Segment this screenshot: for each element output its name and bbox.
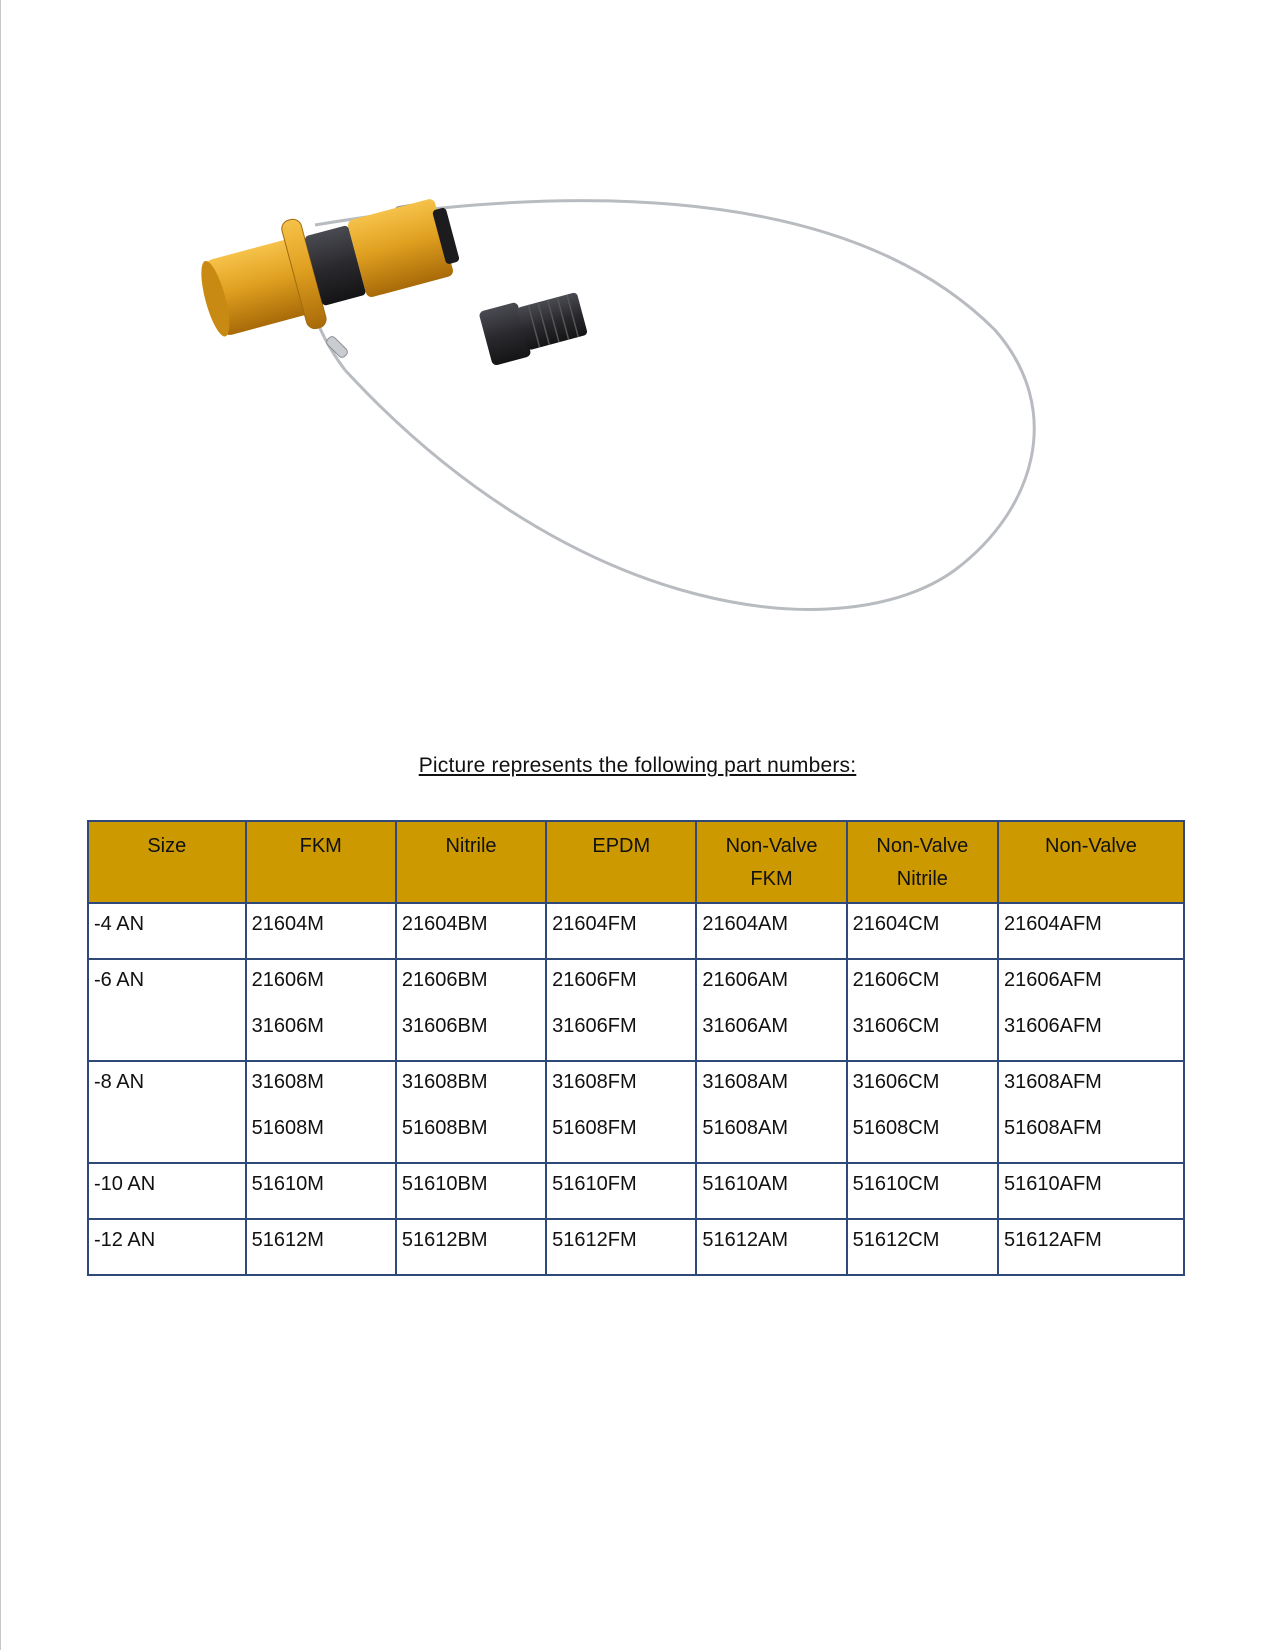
part-cell: 51610M — [246, 1163, 396, 1219]
part-cell: 51612CM — [847, 1219, 998, 1275]
size-cell: -12 AN — [88, 1219, 246, 1275]
part-cell: 21606FM 31606FM — [546, 959, 696, 1061]
part-cell: 21604AFM — [998, 903, 1184, 959]
part-cell: 51612BM — [396, 1219, 546, 1275]
part-cell: 51610FM — [546, 1163, 696, 1219]
table-row — [88, 959, 1184, 1061]
table-row — [88, 1061, 1184, 1163]
table-row — [88, 903, 1184, 959]
header-non-valve-nitrile: Non-Valve Nitrile — [847, 821, 998, 903]
part-cell: 51612FM — [546, 1219, 696, 1275]
part-cell: 21606AM 31606AM — [696, 959, 846, 1061]
page-edge — [0, 0, 1, 1650]
part-cell: 21604AM — [696, 903, 846, 959]
part-cell: 21604BM — [396, 903, 546, 959]
table-caption: Picture represents the following part numbers: — [418, 754, 857, 777]
part-cell: 31608AM 51608AM — [696, 1061, 846, 1163]
size-cell: -4 AN — [88, 903, 246, 959]
part-cell: 21604FM — [546, 903, 696, 959]
part-cell: 31608BM 51608BM — [396, 1061, 546, 1163]
size-cell: -8 AN — [88, 1061, 246, 1163]
part-cell: 31608FM 51608FM — [546, 1061, 696, 1163]
an-adapter-thread — [517, 292, 588, 351]
header-non-valve: Non-Valve — [998, 821, 1184, 903]
product-photo — [195, 180, 1095, 660]
part-cell: 21604M — [246, 903, 396, 959]
size-cell: -10 AN — [88, 1163, 246, 1219]
header-epdm: EPDM — [546, 821, 696, 903]
table-row — [88, 1163, 1184, 1219]
part-cell: 21606M 31606M — [246, 959, 396, 1061]
part-cell: 31608AFM 51608AFM — [998, 1061, 1184, 1163]
part-cell: 51610CM — [847, 1163, 998, 1219]
part-cell: 51612AM — [696, 1219, 846, 1275]
table-header-row — [88, 821, 1184, 903]
part-cell: 21606CM 31606CM — [847, 959, 998, 1061]
part-cell: 31608M 51608M — [246, 1061, 396, 1163]
header-nitrile: Nitrile — [396, 821, 546, 903]
header-fkm: FKM — [246, 821, 396, 903]
part-cell: 51612M — [246, 1219, 396, 1275]
header-non-valve-fkm: Non-Valve FKM — [696, 821, 846, 903]
part-cell: 51612AFM — [998, 1219, 1184, 1275]
part-cell: 51610AFM — [998, 1163, 1184, 1219]
part-cell: 21606AFM 31606AFM — [998, 959, 1184, 1061]
table-row — [88, 1219, 1184, 1275]
part-cell: 31606CM 51608CM — [847, 1061, 998, 1163]
header-size: Size — [88, 821, 246, 903]
size-cell: -6 AN — [88, 959, 246, 1061]
part-cell: 21604CM — [847, 903, 998, 959]
part-cell: 21606BM 31606BM — [396, 959, 546, 1061]
part-cell: 51610BM — [396, 1163, 546, 1219]
part-numbers-table — [87, 820, 1185, 1276]
part-cell: 51610AM — [696, 1163, 846, 1219]
